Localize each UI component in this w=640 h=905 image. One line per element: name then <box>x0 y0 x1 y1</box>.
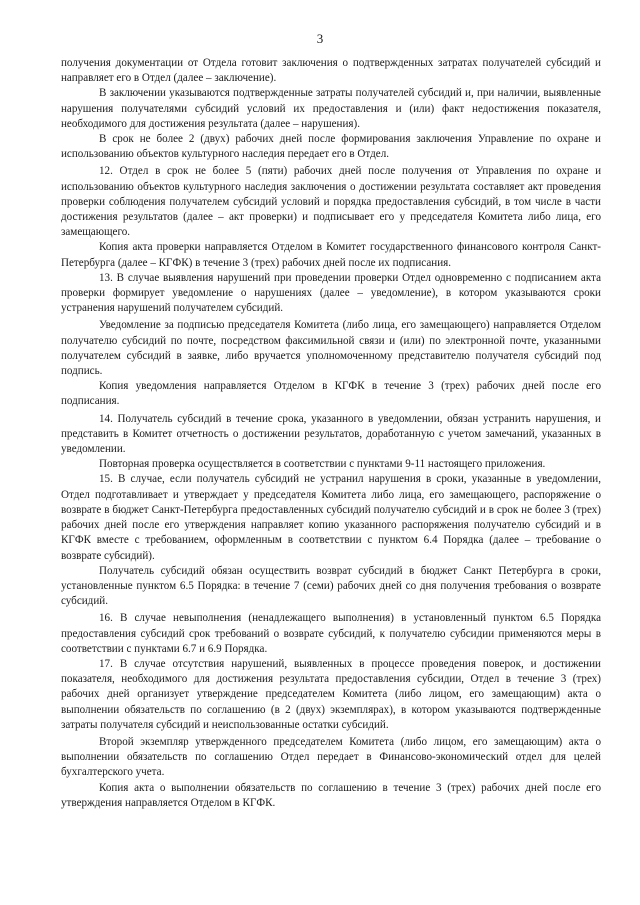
paragraph: В заключении указываются подтвержденные затраты получателей субсидий и, при наличии, выявленные нарушения получателями субсидий условий их предоставления и (или) факт недостижения показателя, необходимого для достижения результата (далее – нарушения). <box>61 87 601 130</box>
paragraph: Второй экземпляр утвержденного председателем Комитета (либо лицом, его замещающим) акта о выполнении обязательств по соглашению Отдел передает в Финансово-экономический отдел для целей бухгалтерского учета. <box>61 735 601 779</box>
document-body <box>61 56 601 811</box>
paragraph: Повторная проверка осуществляется в соответствии с пунктами 9-11 настоящего приложения. <box>99 458 546 471</box>
paragraph: 15. В случае, если получатель субсидий не устранил нарушения в сроки, указанные в уведомлении, Отдел подготавливает и утверждает у председателя Комитета либо лица, его замещающего, распоряжение о возврате в бюджет Санкт-Петербурга предоставленных субсидий получателю субсидий и в срок не более 3 (трех) рабочих дней после его утверждения направляет копию указанного распоряжения получателю субсидий и в КГФК вместе с требованием, оформленным в соответствии с пунктом 6.4 Порядка (далее – требование о возврате субсидий). <box>61 473 601 562</box>
paragraph: получения документации от Отдела готовит заключения о подтвержденных затратах получателей субсидий и направляет его в Отдел (далее – заключение). <box>61 57 601 85</box>
paragraph: 14. Получатель субсидий в течение срока, указанного в уведомлении, обязан устранить нарушения, и представить в Комитет отчетность о достижении результатов, доработанную с учетом замечаний, указанных в уведомлении. <box>61 412 601 456</box>
paragraph: 13. В случае выявления нарушений при проведении проверки Отдел одновременно с подписанием акта проверки формирует уведомление о нарушениях (далее – уведомление), в котором указываются сроки устранения нарушений получателем субсидий. <box>61 271 601 315</box>
paragraph: Уведомление за подписью председателя Комитета (либо лица, его замещающего) направляется Отделом получателю субсидий по почте, посредством факсимильной связи и (или) по электронной почте, указанными получателем субсидий в заявке, либо вручается уполномоченному представителю получателя субсидий под подпись. <box>61 319 601 378</box>
paragraph: 17. В случае отсутствия нарушений, выявленных в процессе проведения поверок, и достижении показателя, необходимого для достижения результата предоставления субсидии, Отдел в течение 3 (трех) рабочих дней организует утверждение председателем Комитета (либо лицом, его замещающим) акта о выполнении обязательств по соглашению (в 2 (двух) экземплярах), в котором указываются подтвержденные затраты получателя субсидий и неиспользованные остатки субсидий. <box>61 657 601 731</box>
paragraph: В срок не более 2 (двух) рабочих дней после формирования заключения Управление по охране и использованию объектов культурного наследия передает его в Отдел. <box>61 133 601 161</box>
paragraph: Копия акта проверки направляется Отделом в Комитет государственного финансового контроля Санкт-Петербурга (далее – КГФК) в течение 3 (трех) рабочих дней после их подписания. <box>61 241 601 269</box>
paragraph: 16. В случае невыполнения (ненадлежащего выполнения) в установленный пунктом 6.5 Порядка предоставления субсидий срок требований о возврате субсидий, к получателю субсидии применяются меры в соответствии с пунктами 6.7 и 6.9 Порядка. <box>61 612 601 655</box>
page-number: 3 <box>316 31 324 46</box>
paragraph: Копия уведомления направляется Отделом в КГФК в течение 3 (трех) рабочих дней после его подписания. <box>61 380 601 408</box>
paragraph: Копия акта о выполнении обязательств по соглашению в течение 3 (трех) рабочих дней после его утверждения направляется Отделом в КГФК. <box>61 781 601 809</box>
paragraph: Получатель субсидий обязан осуществить возврат субсидий в бюджет Санкт Петербурга в сроки, установленные пунктом 6.5 Порядка: в течение 7 (семи) рабочих дней со дня получения требования о возврате субсидий. <box>61 564 601 608</box>
paragraph: 12. Отдел в срок не более 5 (пяти) рабочих дней после получения от Управления по охране и использованию объектов культурного наследия заключения о достижении результата составляет акт проведения проверки соблюдения получателем субсидий условий и порядка предоставления субсидий, в том числе в части достижения результатов (далее – акт проверки) и подписывает его у председателя Комитета либо лица, его замещающего. <box>61 165 601 239</box>
